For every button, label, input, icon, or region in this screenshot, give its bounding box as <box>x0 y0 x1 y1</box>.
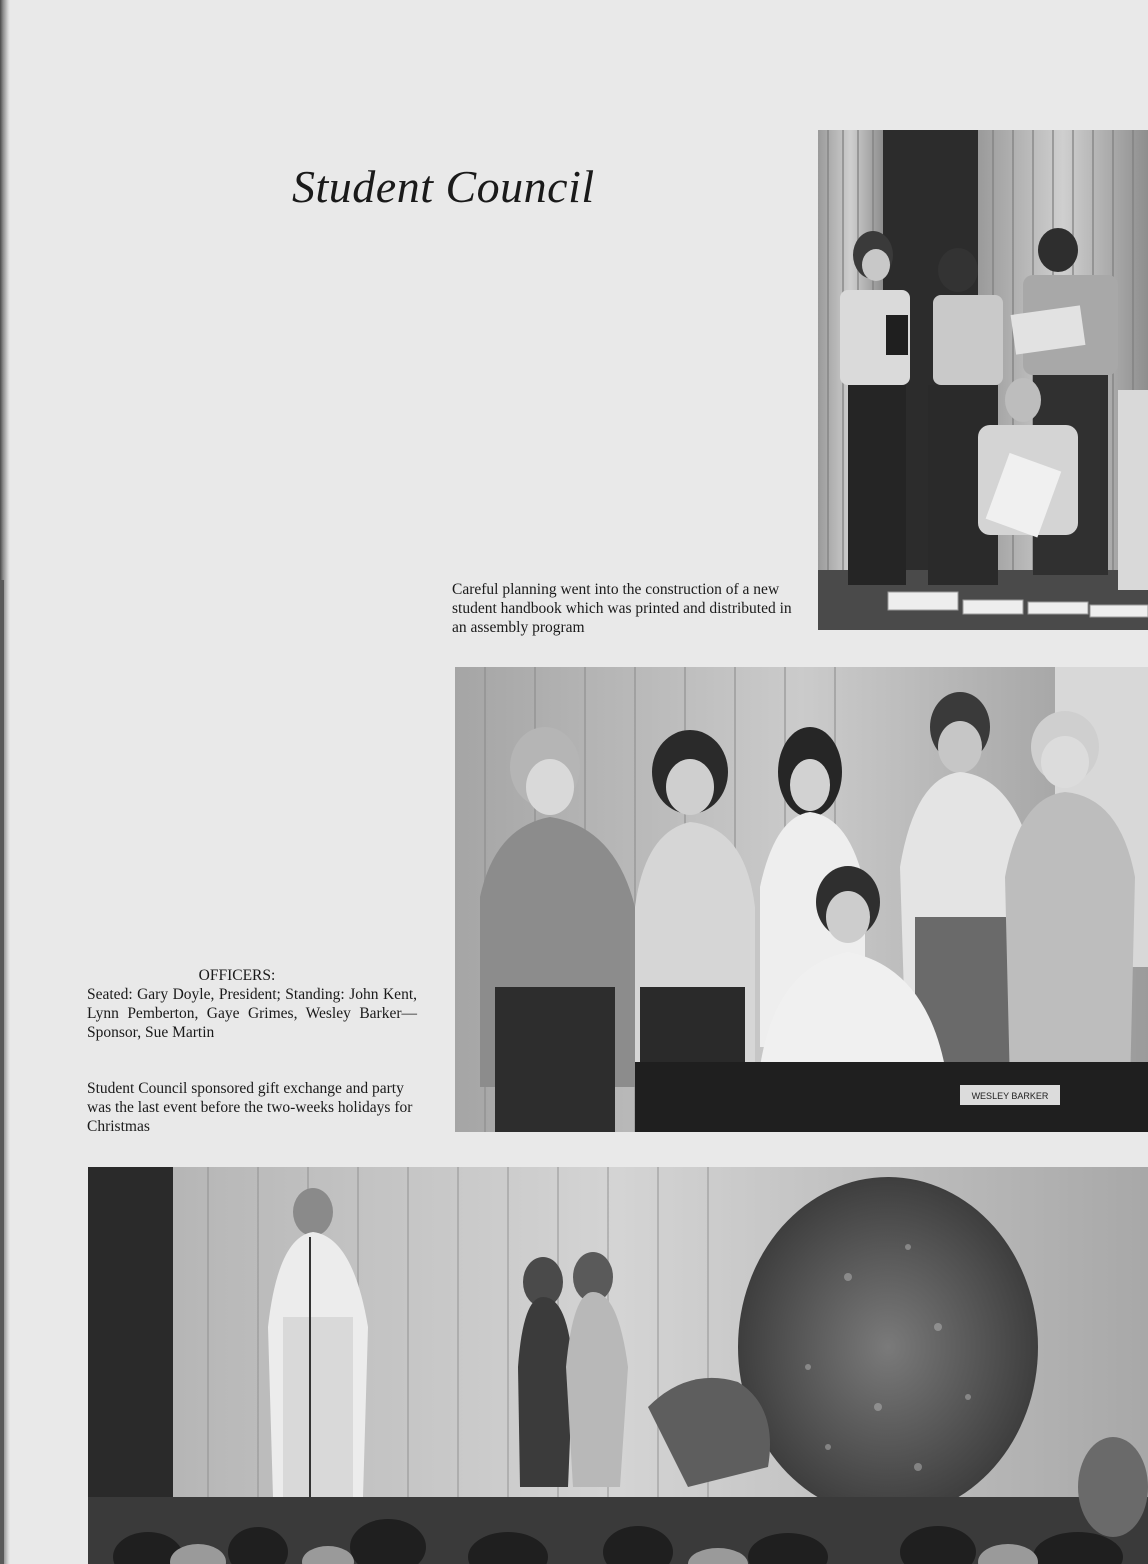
photo-christmas-party <box>88 1167 1148 1564</box>
officers-heading: OFFICERS: <box>198 967 276 984</box>
officers-list: Seated: Gary Doyle, President; Standing: John Kent, Lynn Pemberton, Gaye Grimes, Wesley Barker—Sponsor, Sue Martin <box>87 986 417 1041</box>
nameplate-text: WESLEY BARKER <box>971 1091 1049 1101</box>
photo-handbook-assembly <box>818 130 1148 630</box>
photo-officers <box>455 667 1148 1132</box>
page-title: Student Council <box>292 161 595 212</box>
binding-edge <box>0 580 4 1564</box>
caption-gift-exchange: Student Council sponsored gift exchange and party was the last event before the two-weeks holidays for Christmas <box>87 1080 413 1135</box>
caption-officers <box>87 966 417 1042</box>
caption-handbook: Careful planning went into the construction of a new student handbook which was printed and distributed in an assembly program <box>452 581 792 636</box>
